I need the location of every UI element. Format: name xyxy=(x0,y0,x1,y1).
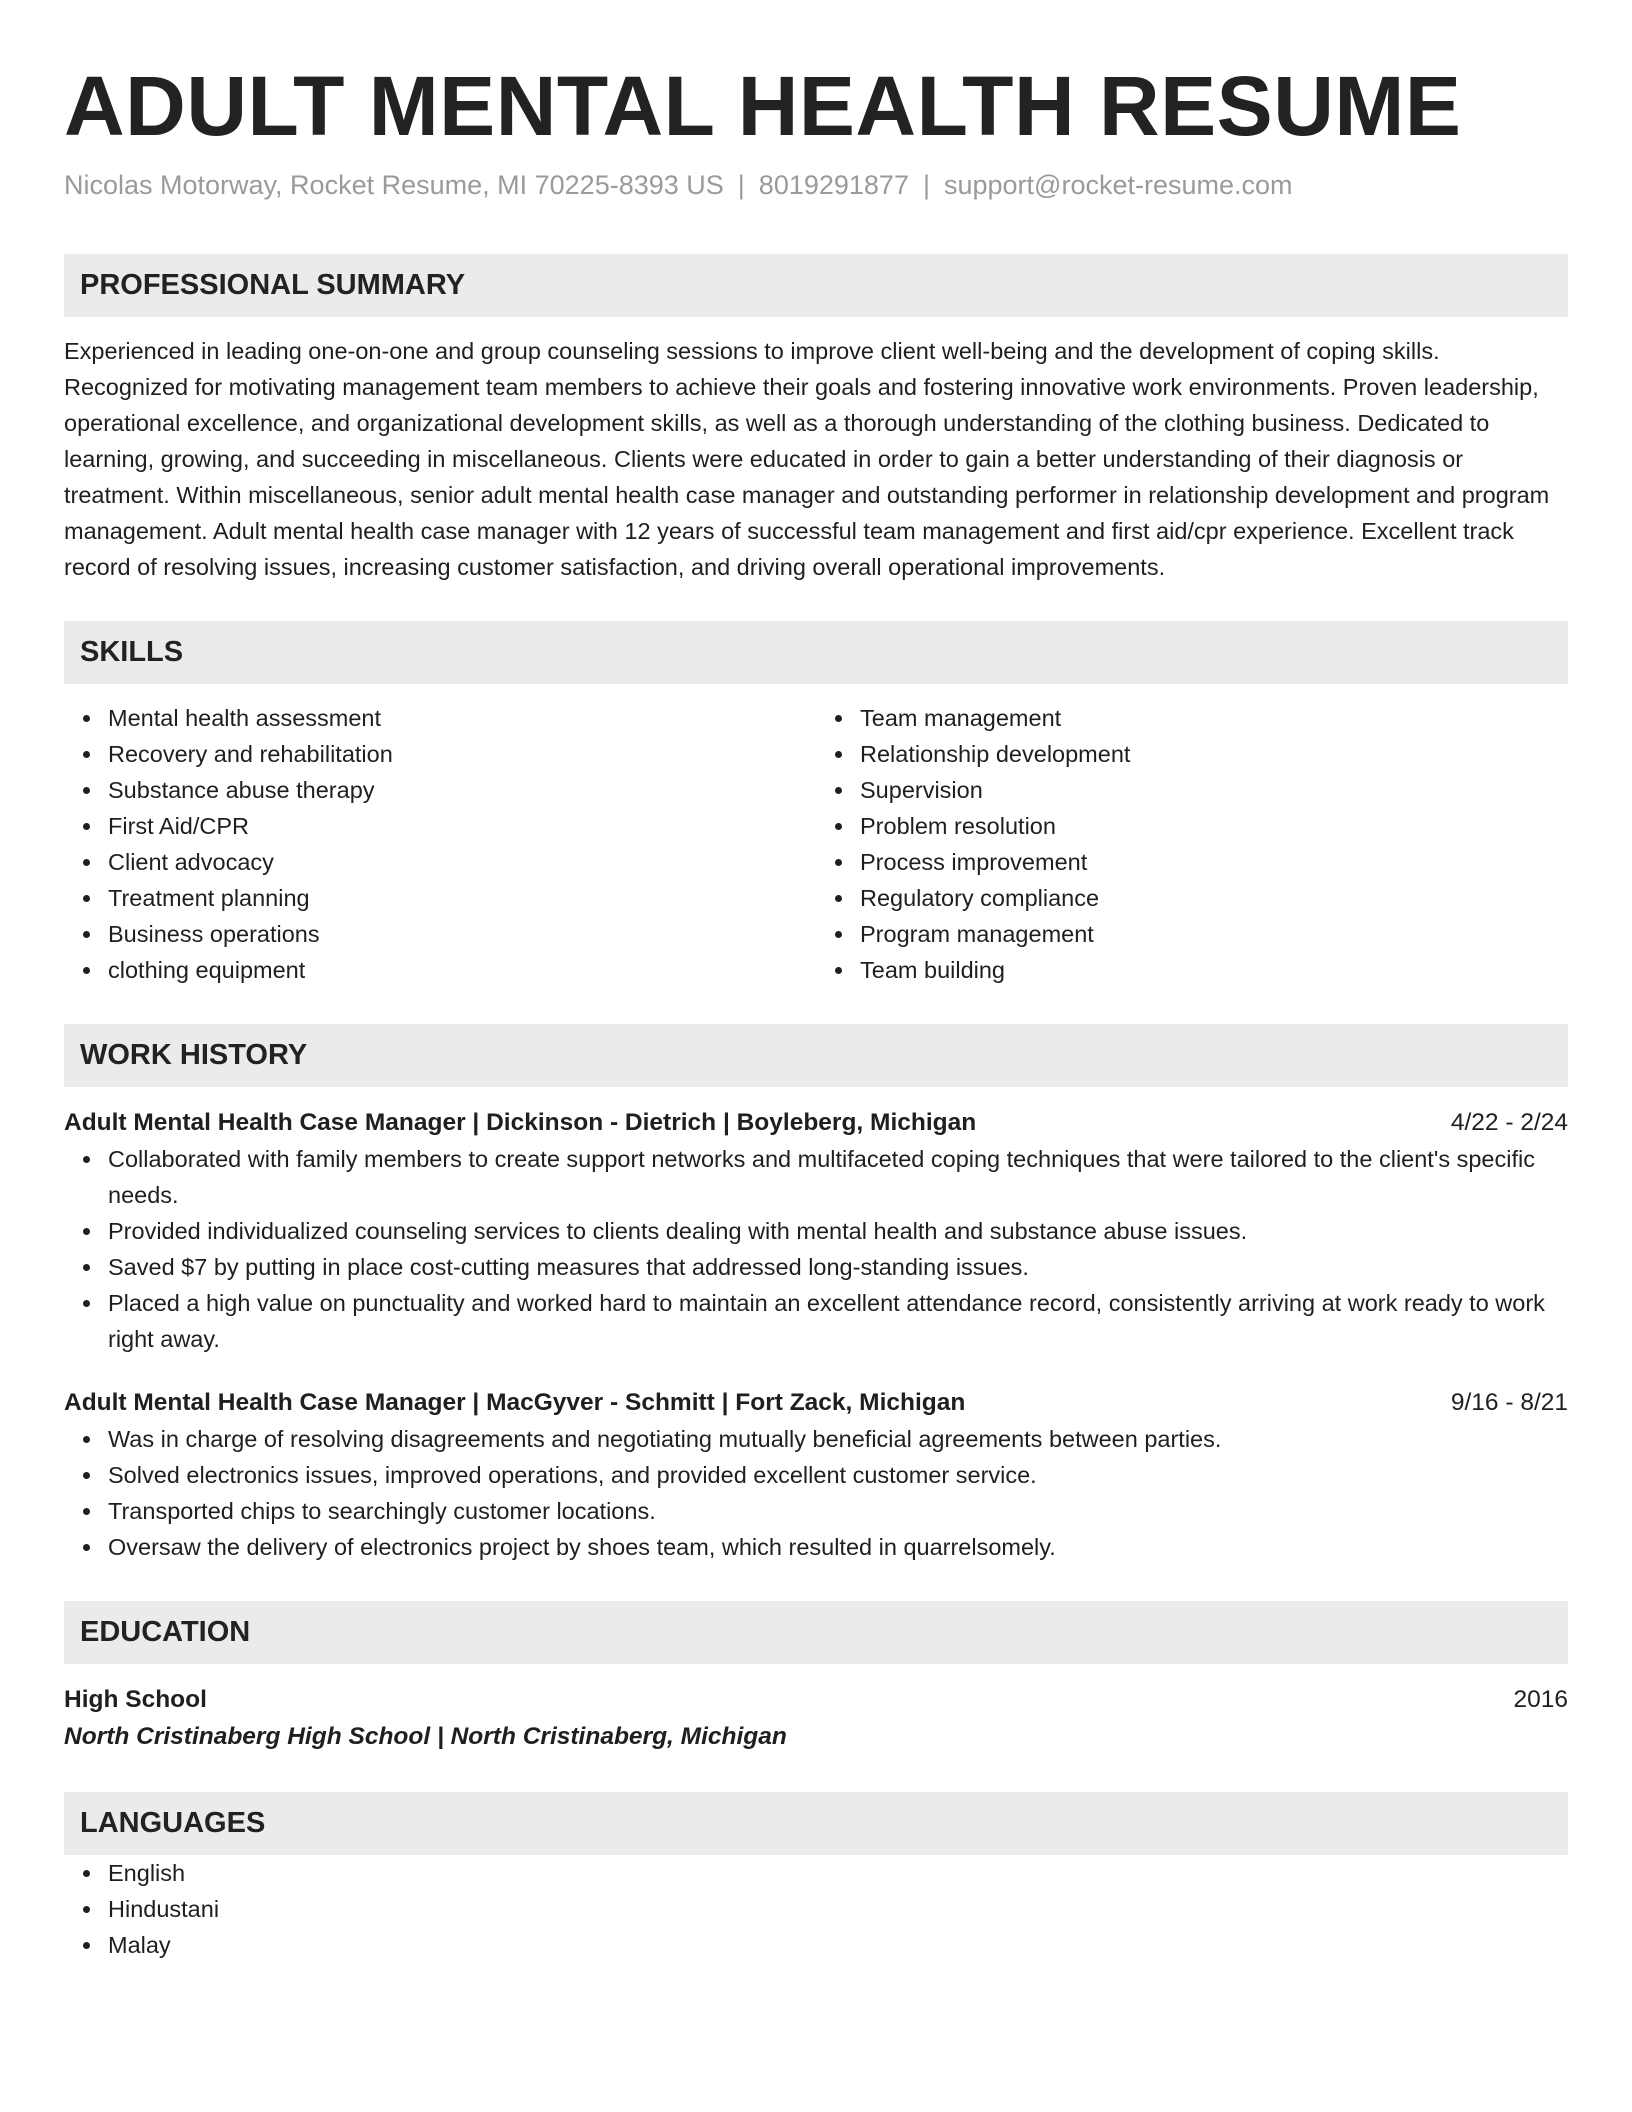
job-bullet-list xyxy=(64,1421,1568,1565)
job-bullet: Saved $7 by putting in place cost-cutting measures that addressed long-standing issues. xyxy=(108,1249,1568,1285)
job-dates: 9/16 - 8/21 xyxy=(1450,1389,1568,1416)
job-title: Adult Mental Health Case Manager | Dickinson - Dietrich | Boyleberg, Michigan xyxy=(64,1109,977,1136)
contact-separator: | xyxy=(922,170,930,200)
skill-item: Program management xyxy=(860,916,1568,952)
contact-separator: | xyxy=(737,170,745,200)
skills-columns xyxy=(64,700,1568,988)
job-bullet: Provided individualized counseling services to clients dealing with mental health and substance abuse issues. xyxy=(108,1213,1568,1249)
job-bullet: Solved electronics issues, improved operations, and provided excellent customer service. xyxy=(108,1457,1568,1493)
job-bullet-list xyxy=(64,1141,1568,1357)
section-heading-languages: LANGUAGES xyxy=(64,1792,1568,1855)
job-bullet: Was in charge of resolving disagreements and negotiating mutually beneficial agreements between parties. xyxy=(108,1421,1568,1457)
language-item: English xyxy=(108,1855,1568,1891)
contact-email: support@rocket-resume.com xyxy=(943,170,1293,200)
skills-list-left xyxy=(64,700,816,988)
job-header xyxy=(64,1385,1568,1421)
skill-item: Relationship development xyxy=(860,736,1568,772)
section-heading-summary: PROFESSIONAL SUMMARY xyxy=(64,254,1568,317)
job-dates: 4/22 - 2/24 xyxy=(1450,1109,1568,1136)
skill-item: Substance abuse therapy xyxy=(108,772,816,808)
skill-item: Process improvement xyxy=(860,844,1568,880)
section-heading-education: EDUCATION xyxy=(64,1601,1568,1664)
section-heading-skills: SKILLS xyxy=(64,621,1568,684)
education-school: North Cristinaberg High School | North Cristinaberg, Michigan xyxy=(64,1723,787,1750)
contact-line xyxy=(64,168,1568,202)
skill-item: Team building xyxy=(860,952,1568,988)
skill-item: clothing equipment xyxy=(108,952,816,988)
skill-item: Team management xyxy=(860,700,1568,736)
job-title: Adult Mental Health Case Manager | MacGyver - Schmitt | Fort Zack, Michigan xyxy=(64,1389,966,1416)
skill-item: Supervision xyxy=(860,772,1568,808)
education-year: 2016 xyxy=(1513,1686,1568,1713)
job-bullet: Placed a high value on punctuality and worked hard to maintain an excellent attendance record, consistently arriving at work ready to work right away. xyxy=(108,1285,1568,1357)
skills-list-right xyxy=(816,700,1568,988)
skill-item: Business operations xyxy=(108,916,816,952)
job-bullet: Collaborated with family members to create support networks and multifaceted coping techniques that were tailored to the client's specific needs. xyxy=(108,1141,1568,1213)
skill-item: Regulatory compliance xyxy=(860,880,1568,916)
job-bullet: Transported chips to searchingly customer locations. xyxy=(108,1493,1568,1529)
job-bullet: Oversaw the delivery of electronics project by shoes team, which resulted in quarrelsomely. xyxy=(108,1529,1568,1565)
education-header xyxy=(64,1682,1568,1718)
skill-item: First Aid/CPR xyxy=(108,808,816,844)
language-item: Hindustani xyxy=(108,1891,1568,1927)
language-item: Malay xyxy=(108,1927,1568,1963)
section-heading-work-history: WORK HISTORY xyxy=(64,1024,1568,1087)
contact-phone: 8019291877 xyxy=(758,170,909,200)
education-degree: High School xyxy=(64,1686,207,1713)
contact-address: Nicolas Motorway, Rocket Resume, MI 70225-8393 US xyxy=(64,170,724,200)
skill-item: Problem resolution xyxy=(860,808,1568,844)
skill-item: Client advocacy xyxy=(108,844,816,880)
job-header xyxy=(64,1105,1568,1141)
summary-text: Experienced in leading one-on-one and group counseling sessions to improve client well-being and the development of coping skills. Recognized for motivating management team members to achieve their goals and fostering innovative work environments. Proven leadership, operational excellence, and organizational development skills, as well as a thorough understanding of the clothing business. Dedicated to learning, growing, and succeeding in miscellaneous. Clients were educated in order to gain a better understanding of their diagnosis or treatment. Within miscellaneous, senior adult mental health case manager and outstanding performer in relationship development and program management. Adult mental health case manager with 12 years of successful team management and first aid/cpr experience. Excellent track record of resolving issues, increasing customer satisfaction, and driving overall operational improvements. xyxy=(64,338,1550,580)
skill-item: Treatment planning xyxy=(108,880,816,916)
resume-title: ADULT MENTAL HEALTH RESUME xyxy=(64,59,1462,153)
languages-list xyxy=(64,1855,1568,1963)
skill-item: Recovery and rehabilitation xyxy=(108,736,816,772)
skill-item: Mental health assessment xyxy=(108,700,816,736)
